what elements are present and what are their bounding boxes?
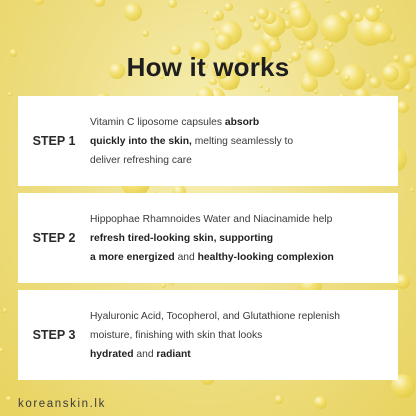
bubble	[326, 0, 330, 3]
bubble	[397, 101, 409, 113]
body-text: Hyaluronic Acid, Tocopherol, and Glutathione replenish	[90, 310, 340, 322]
bubble	[376, 5, 381, 10]
body-text: and	[133, 348, 157, 360]
body-text: Vitamin C liposome capsules	[90, 116, 225, 128]
step-label: STEP 1	[32, 134, 76, 148]
step-card-2	[18, 193, 398, 283]
description-line	[90, 132, 293, 151]
bubble	[34, 0, 44, 5]
step-label: STEP 3	[32, 328, 76, 342]
emphasis-text: refresh tired-looking skin, supporting	[90, 232, 274, 244]
emphasis-text: healthy-looking complexion	[197, 251, 334, 263]
body-text: deliver refreshing care	[90, 154, 192, 166]
bubble	[210, 26, 214, 30]
page-title: How it works	[126, 52, 290, 82]
bubble	[249, 15, 256, 22]
emphasis-text: quickly into the skin,	[90, 135, 192, 147]
step-description	[90, 307, 346, 364]
bubble	[268, 39, 281, 52]
description-line	[90, 326, 340, 345]
description-line	[90, 210, 334, 229]
bubble	[142, 30, 149, 37]
brand-watermark: koreanskin.lk	[18, 398, 106, 410]
emphasis-text: absorb	[224, 116, 260, 128]
description-line	[90, 113, 293, 132]
bubble	[94, 0, 105, 7]
bubble	[8, 92, 12, 96]
bubble	[161, 283, 166, 288]
bubble	[6, 396, 12, 402]
bubble	[265, 88, 269, 92]
step-description	[90, 113, 299, 170]
bubble	[168, 0, 178, 8]
description-line	[90, 248, 334, 267]
bubble	[224, 3, 233, 12]
description-line	[90, 307, 340, 326]
bubble	[204, 10, 208, 14]
step-card-1	[18, 96, 398, 186]
bubble	[289, 6, 311, 28]
step-description	[90, 210, 340, 267]
bubble	[410, 188, 414, 192]
bubble	[124, 3, 142, 21]
body-text: melting seamlessly to	[191, 135, 294, 147]
step-label: STEP 2	[32, 231, 76, 245]
bubble	[371, 22, 392, 43]
description-line	[90, 345, 340, 364]
body-text: Hippophae Rhamnoides Water and Niacinamide help	[90, 213, 333, 225]
body-text: moisture, finishing with skin that looks	[90, 329, 263, 341]
bubble	[253, 22, 262, 31]
emphasis-text: a more energized	[90, 251, 175, 263]
bubble	[215, 33, 232, 50]
bubble	[275, 395, 283, 403]
description-line	[90, 151, 293, 170]
bubble	[299, 46, 303, 50]
bubble	[314, 396, 327, 409]
emphasis-text: radiant	[156, 348, 191, 360]
bubble	[3, 308, 7, 312]
bubble	[306, 41, 314, 49]
bubble	[212, 14, 219, 21]
body-text: and	[174, 251, 198, 263]
bubble	[321, 14, 349, 42]
description-line	[90, 229, 334, 248]
emphasis-text: hydrated	[90, 348, 134, 360]
step-card-3	[18, 290, 398, 380]
bubble	[259, 84, 263, 88]
bubble	[0, 348, 4, 353]
bubble	[300, 41, 305, 46]
